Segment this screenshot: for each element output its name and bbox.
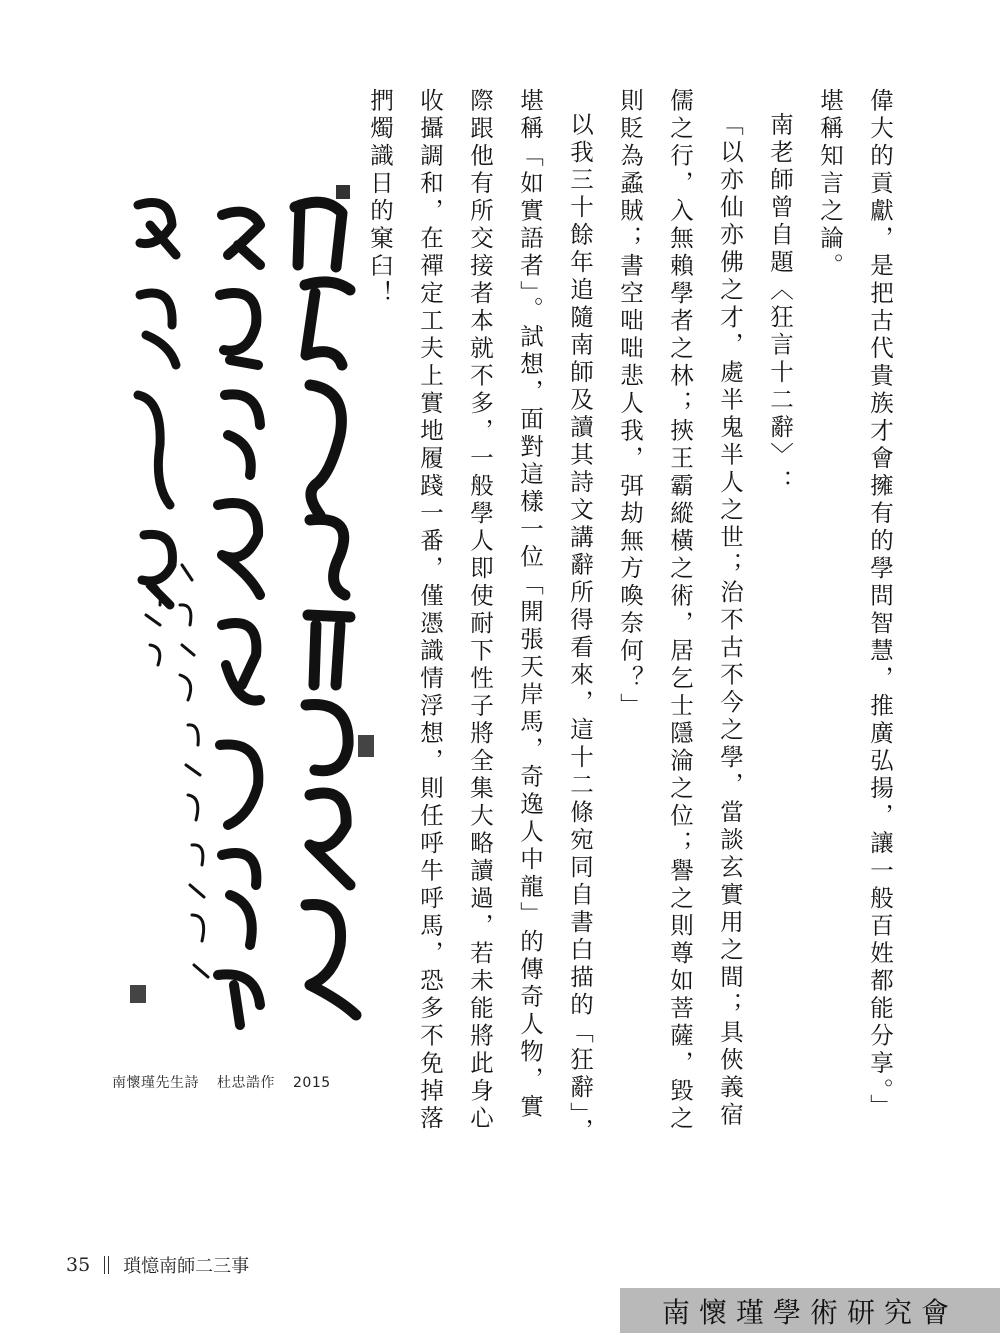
paragraph-3-poem-quote: 「以亦仙亦佛之才，處半鬼半人之世；治不古不今之學，當談玄實用之間；具俠義宿儒之行，入無賴學者之林；挾王霸縱橫之術，居乞士隱淪之位；譽之則尊如菩薩，毀之則貶為蟊賊；書空咄咄悲人我，弭劫無方喚奈何？」 bbox=[616, 88, 744, 1133]
paragraph-2: 南老師曾自題〈狂言十二辭〉： bbox=[766, 111, 794, 497]
page-footer bbox=[66, 1252, 249, 1278]
calligraphy-column-middle bbox=[218, 212, 260, 1025]
calligraphy-image bbox=[110, 185, 380, 1035]
calligraphy-column-right bbox=[295, 202, 356, 1015]
banner-text: 南懷瑾學術研究會 bbox=[661, 1295, 958, 1329]
calligraphy-artwork bbox=[110, 185, 380, 1035]
seal-bottom bbox=[130, 985, 146, 1003]
seal-middle bbox=[358, 735, 374, 757]
book-title: 瑣憶南師二三事 bbox=[123, 1256, 250, 1277]
page-number: 35 bbox=[66, 1254, 91, 1276]
publisher-banner bbox=[620, 1288, 1000, 1333]
calligraphy-column-left bbox=[138, 203, 176, 606]
paragraph-1: 偉大的貢獻，是把古代貴族才會擁有的學問智慧，推廣弘揚，讓一般百姓都能分享。」堪稱知言之論。 bbox=[816, 88, 894, 1122]
calligraphy-inscription bbox=[146, 565, 208, 977]
vertical-body-text bbox=[366, 88, 905, 1148]
artwork-caption bbox=[112, 1072, 331, 1092]
caption-calligrapher: 杜忠誥作 bbox=[217, 1075, 275, 1091]
caption-poem-credit: 南懷瑾先生詩 bbox=[112, 1075, 199, 1091]
paragraph-4: 以我三十餘年追隨南師及讀其詩文講辭所得看來，這十二條宛同自書白描的「狂辭」，堪稱「如實語者」。試想，面對這樣一位「開張天岸馬，奇逸人中龍」的傳奇人物，實際跟他有所交接者本就不多，一般學人即使耐下性子將全集大略讀過，若未能將此身心收攝調和，在禪定工夫上實地履踐一番，僅憑識情浮想，則任呼牛呼馬，恐多不免掉落捫燭識日的窠臼！ bbox=[366, 88, 594, 1145]
footer-separator bbox=[104, 1256, 109, 1274]
seal-top bbox=[336, 185, 350, 199]
caption-year: 2015 bbox=[293, 1075, 331, 1091]
